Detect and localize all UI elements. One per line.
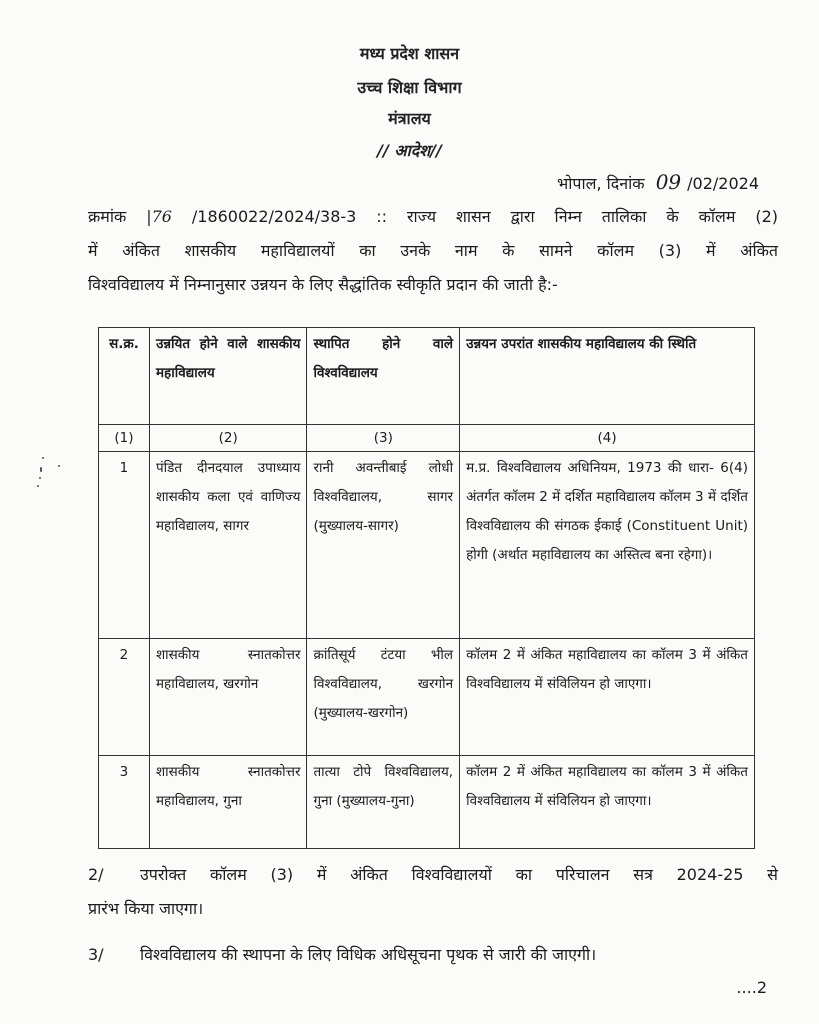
order-reference: /1860022/2024/38-3 :: राज्य शासन द्वारा निम्न तालिका के कॉलम (2) xyxy=(171,207,778,226)
intro-line-2: में अंकित शासकीय महाविद्यालयों का उनके नाम के सामने कॉलम (3) में अंकित xyxy=(88,241,778,260)
row-status: कॉलम 2 में अंकित महाविद्यालय का कॉलम 3 में अंकित विश्वविद्यालय में संविलियन हो जाएगा। xyxy=(460,639,755,756)
paragraph-3 xyxy=(88,938,778,972)
row-serial: 3 xyxy=(99,756,150,849)
table-row xyxy=(99,639,755,756)
header-serial: स.क्र. xyxy=(99,328,150,425)
handwritten-day: 09 xyxy=(655,170,682,194)
column-number: (4) xyxy=(460,425,755,452)
scan-speckles xyxy=(36,455,66,495)
paragraph-2-line-1 xyxy=(88,858,778,892)
order-number-label: क्रमांक xyxy=(88,207,147,226)
speck xyxy=(37,485,39,487)
column-number: (1) xyxy=(99,425,150,452)
date-line xyxy=(557,170,759,194)
row-university: तात्या टोपे विश्वविद्यालय, गुना (मुख्यालय-गुना) xyxy=(307,756,460,849)
table-row xyxy=(99,452,755,639)
header-status: उन्नयन उपरांत शासकीय महाविद्यालय की स्थिति xyxy=(460,328,755,425)
place-date-label: भोपाल, दिनांक xyxy=(556,174,645,193)
column-number-row xyxy=(99,425,755,452)
row-serial: 1 xyxy=(99,452,150,639)
department-name: उच्च शिक्षा विभाग xyxy=(357,78,462,97)
row-college: शासकीय स्नातकोत्तर महाविद्यालय, गुना xyxy=(149,756,307,849)
order-intro xyxy=(88,200,778,302)
speck xyxy=(58,465,60,467)
header-university: स्थापित होने वाले विश्वविद्यालय xyxy=(307,328,460,425)
table-header-row xyxy=(99,328,755,425)
speck xyxy=(40,467,42,472)
order-title: // आदेश// xyxy=(377,141,442,160)
row-status: कॉलम 2 में अंकित महाविद्यालय का कॉलम 3 में अंकित विश्वविद्यालय में संविलियन हो जाएगा। xyxy=(460,756,755,849)
speck xyxy=(42,457,44,459)
upgrade-table xyxy=(98,327,755,849)
row-status: म.प्र. विश्वविद्यालय अधिनियम, 1973 की धारा- 6(4) अंतर्गत कॉलम 2 में दर्शित महाविद्यालय कॉलम 3 में दर्शित विश्वविद्यालय की संगठक ईकाई (Constituent Unit) होगी (अर्थात महाविद्यालय का अस्तित्व बना रहेगा)। xyxy=(460,452,755,639)
paragraph-3-text: विश्वविद्यालय की स्थापना के लिए विधिक अधिसूचना पृथक से जारी की जाएगी। xyxy=(140,945,597,964)
paragraph-2-line-2: प्रारंभ किया जाएगा। xyxy=(88,899,204,918)
date-rest: /02/2024 xyxy=(687,174,759,193)
paragraph-2-text: उपरोक्त कॉलम (3) में अंकित विश्वविद्यालयों का परिचालन सत्र 2024-25 से xyxy=(140,865,778,884)
table-row xyxy=(99,756,755,849)
paragraph-number: 2/ xyxy=(88,865,104,884)
row-serial: 2 xyxy=(99,639,150,756)
ministry-label: मंत्रालय xyxy=(388,109,431,128)
row-university: क्रांतिसूर्य टंटया भील विश्वविद्यालय, खरगोन (मुख्यालय-खरगोन) xyxy=(307,639,460,756)
column-number: (3) xyxy=(307,425,460,452)
speck xyxy=(39,477,41,479)
government-name: मध्य प्रदेश शासन xyxy=(359,44,460,63)
header-college: उन्नयित होने वाले शासकीय महाविद्यालय xyxy=(149,328,307,425)
row-college: शासकीय स्नातकोत्तर महाविद्यालय, खरगोन xyxy=(149,639,307,756)
row-college: पंडित दीनदयाल उपाध्याय शासकीय कला एवं वाणिज्य महाविद्यालय, सागर xyxy=(149,452,307,639)
paragraph-number: 3/ xyxy=(88,945,104,964)
handwritten-order-number: |76 xyxy=(146,207,172,226)
intro-line-1 xyxy=(88,200,778,234)
row-university: रानी अवन्तीबाई लोधी विश्वविद्यालय, सागर (मुख्यालय-सागर) xyxy=(307,452,460,639)
page-continuation: ....2 xyxy=(736,978,767,997)
intro-line-3: विश्वविद्यालय में निम्नानुसार उन्नयन के लिए सैद्धांतिक स्वीकृति प्रदान की जाती है:- xyxy=(88,275,558,294)
column-number: (2) xyxy=(149,425,307,452)
paragraph-2 xyxy=(88,858,778,926)
